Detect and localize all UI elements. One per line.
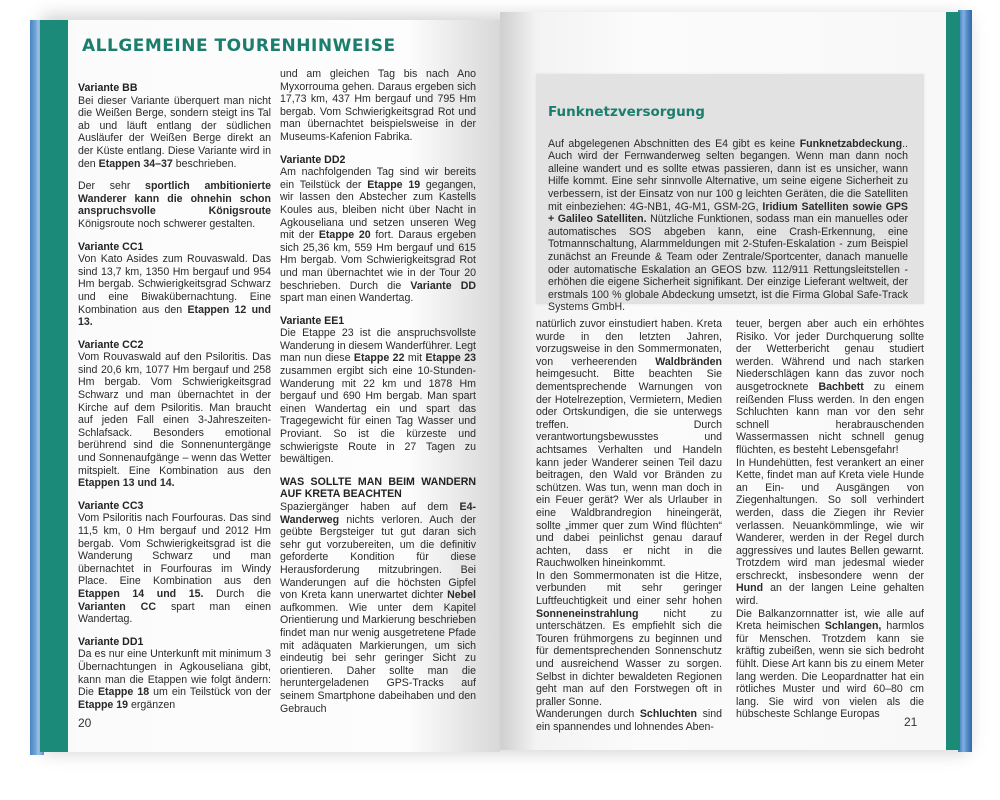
text-run: Die Etappe 23 ist die anspruchsvollste Wanderung in diesem Wanderführer. Legt man nun diese (280, 327, 476, 365)
text-run: .. Auch wird der Fernwanderweg selten begangen. Wenn man dann noch alleine wandert und es sollte etwas passieren, dann ist es unsicher, wann Hilfe kommt. Eine sehr sinnvolle Alternative, um seine eigene Sicherheit zu verbessern, ist der Einsatz von nur 100 g leichten Geräten, die die Satelliten mit einbeziehen: 4G-NB1, 4G-M1, GSM-2G, (548, 137, 908, 213)
text-run: teuer, bergen aber auch ein erhöhtes Risiko. Vor jeder Durchquerung sollte der Wetterbericht genau studiert werden. Während und nach starken Niederschlägen kann das zuvor noch ausgetrocknete (736, 318, 924, 393)
paragraph (280, 68, 476, 144)
text-run: In den Sommermonaten ist die Hitze, verbunden mit sehr geringer Luftfeuchtigkeit und einer sehr hohen (536, 569, 722, 608)
paragraph-gap (280, 466, 476, 476)
paragraph-gap (78, 170, 271, 180)
text-run: zusammen ergibt sich eine 10-Stunden-Wanderung mit 22 km und 1878 Hm bergauf und 690 Hm bergab. Man spart einen Wandertag ein und spart das Tragegewicht für einen Tag Wasser und Proviant. So ist die kürzeste und schwierigste Route in 27 Tagen zu bewältigen. (280, 365, 476, 466)
left-accent-bar (40, 20, 68, 752)
emphasis-text: Waldbränden (655, 355, 722, 368)
text-run: spart man einen Wandertag. (78, 600, 271, 626)
page-number-right: 21 (904, 715, 918, 729)
emphasis-text: Schlangen, (824, 620, 882, 633)
text-run: heimgesucht. Bitte beachten Sie dementsprechende Warnungen von der Hotelrezeption, Vermietern, Medien oder Ortskundigen, die sie unterwegs treffen. Durch verantwortungsbewusstes und achtsames Verhalten und Handeln kann jeder Wanderer seinen Teil dazu beitragen, den Wald vor Bränden zu schützen. Was tun, wenn man doch in ein Feuer gerät? Wer als Urlauber in eine Waldbrandregion hineingerät, sollte „immer quer zum Wind flüchten“ und dabei peinlichst genau darauf achten, dass er nicht in die Rauchwolken hineinkommt. (536, 368, 722, 570)
section-heading: Variante CC2 (78, 338, 144, 351)
emphasis-text: Etappen 13 und 14. (78, 477, 175, 490)
text-run: In Hundehütten, fest verankert an einer Kette, findet man auf Kreta viele Hunde an Ein- und Ausgängen von Ziegenhaltungen. So soll verhindert werden, dass die Ziegen ihr Revier verlassen. Neuankömmlinge, wie wir Wanderer, werden in der Regel durch aggressives und lautes Bellen gewarnt. Trotzdem wird man jedesmal wieder erschreckt, insbesondere wenn der (736, 456, 924, 582)
info-box-funknetz (536, 74, 924, 314)
paragraph (736, 457, 924, 608)
text-run: Vom Rouvaswald auf den Psiloritis. Das sind 20,6 km, 1077 Hm bergauf und 258 Hm bergab. Vom Schwierigkeitsgrad Schwarz und man übernachtet in der Kirche auf dem Psiloritis. Man braucht auf jeden Fall einen 3-Jahreszeiten-Schlafsack. Besonders emotional berührend sind die Sonnenuntergänge und Sonnenaufgänge – wenn das Wetter mitspielt. Eine Kombination aus den (78, 351, 271, 477)
emphasis-text: Etappen 34–37 (98, 157, 173, 170)
text-run: Von Kato Asides zum Rouvaswald. Das sind 13,7 km, 1350 Hm bergauf und 954 Hm bergab. Schwierigkeitsgrad Schwarz und eine Biwakübernachtung. Eine Kombination aus den (78, 253, 271, 316)
paragraph-gap (78, 626, 271, 636)
paragraph (78, 180, 271, 230)
emphasis-text: Etappe 22 (353, 352, 405, 365)
paragraph (536, 318, 722, 570)
right-page (500, 12, 960, 750)
text-run: Nützliche Funktionen, sodass man ein manuelles oder automatisches SOS abgeben kann, eine Crash-Erkennung, eine Totmannschaltung, Alarmmeldungen mit 2-Stufen-Eskalation - zum Beispiel zunächst an Freunde & Team oder Zentrale/Sportcenter, danach manuelle oder automatische Eskalation an GEOS bzw. 112/911 Rettungsleitstellen - erhöhen die eigene Sicherheit signifikant. Der einzige Lieferant weltweit, der erstmals 100 % globale Abdeckung umsetzt, ist die Firma Global Safe-Track Systems GmbH. (548, 213, 908, 314)
text-run: beschrieben. (172, 157, 237, 170)
emphasis-text: E4-Wanderweg (280, 501, 476, 526)
emphasis-text: Funknetzabdeckung (799, 137, 903, 150)
text-run: mit (404, 352, 426, 365)
paragraph (78, 253, 271, 329)
section-heading: Variante BB (78, 82, 138, 94)
text-run: gegangen, wir lassen den Abstecher zum Kastells Koules aus, bleiben nicht über Nacht in Agkouseliana und setzen unseren Weg mit der (280, 178, 476, 242)
text-run: Bei dieser Variante überquert man nicht die Weißen Berge, sondern steigt ins Tal ab und läuft entlang der südlichen Ausläufer der Weißen Berge direkt an der Küste entlang. Diese Variante wird in den (78, 94, 271, 170)
book-edge-right (958, 10, 972, 752)
right-column-2 (736, 318, 924, 721)
emphasis-text: Varianten CC (78, 600, 156, 613)
emphasis-text: Etappe 19 (367, 178, 421, 191)
text-run: nicht zu unterschätzen. Es empfiehlt sich die Touren frühmorgens zu beginnen und für dementsprechenden Sonnenschutz und ausreichend Wasser zu sorgen. Selbst in dichter bewaldeten Regionen geht man auf den Forstwegen oft in praller Sonne. (536, 607, 722, 708)
emphasis-text: Etappe 18 (97, 686, 150, 699)
text-run: Wanderungen durch (536, 708, 640, 721)
emphasis-text: Etappe 20 (318, 229, 371, 242)
left-column-2 (280, 68, 476, 715)
paragraph-gap (78, 490, 271, 500)
text-run: Am nachfolgenden Tag sind wir bereits ein Teilstück der (280, 166, 476, 191)
text-run: und am gleichen Tag bis nach Ano Myxorrouma gehen. Daraus ergeben sich 17,73 km, 437 Hm bergauf und 795 Hm bergab. Vom Schwierigkeitsgrad Rot und man übernachtet beispielsweise in der Museums-Kafenion Fabrika. (280, 68, 476, 143)
text-run: um ein Teilstück von der (149, 686, 272, 699)
chapter-title: ALLGEMEINE TOURENHINWEISE (82, 36, 396, 56)
paragraph-gap (280, 144, 476, 154)
section-heading: Variante DD1 (78, 635, 144, 648)
emphasis-text: Sonneneinstrahlung (536, 607, 639, 620)
paragraph-gap (280, 305, 476, 315)
emphasis-text: Bachbett (818, 380, 864, 393)
paragraph (736, 318, 924, 457)
section-heading: Variante EE1 (280, 314, 345, 327)
left-column-1 (78, 82, 271, 711)
text-run: Vom Psiloritis nach Fourfouras. Das sind 11,5 km, 0 Hm bergauf und 2012 Hm bergab. Vom Schwierigkeitsgrad ist die Wanderung Schwarz und man übernachtet in Fourfouras im Windy Place. Eine Kombination aus den (78, 512, 271, 588)
info-box-title: Funknetzversorgung (548, 104, 705, 120)
info-box-text (548, 127, 908, 325)
text-run: Da es nur eine Unterkunft mit minimum 3 Übernachtungen in Agkouseliana gibt, kann man die Etappen wie folgt ändern: Die (78, 648, 271, 699)
emphasis-text: Iridium Satelliten sowie GPS + Galileo Satelliten. (548, 200, 908, 226)
text-run: sind ein spannendes und lohnendes Aben- (536, 708, 722, 733)
page-number-left: 20 (78, 716, 92, 730)
section-heading: Variante CC1 (78, 240, 144, 253)
text-run: zu einem reißenden Fluss werden. In den engen Schluchten kann man vor den sehr schnell herabrauschenden Wassermassen nicht schnell genug flüchten, es besteht Lebensgefahr! (736, 380, 924, 456)
emphasis-text: Etappen 14 und 15. (78, 587, 204, 600)
emphasis-text: Variante DD (410, 279, 477, 292)
paragraph (78, 351, 271, 490)
text-run: Spaziergänger haben auf dem (280, 501, 460, 513)
right-accent-bar (946, 12, 960, 750)
emphasis-text: Etappen 12 und 13. (78, 303, 271, 329)
text-run: harmlos für Menschen. Trotzdem kann sie kräftig zubeißen, wenn sie sich bedroht fühlt. Diese Art kann bis zu einem Meter lang werden. Die Leopardnatter hat ein rötliches Muster und wird 60–80 cm lang. Sie wird von vielen als die hübscheste Schlange Europas (736, 620, 925, 721)
text-run: Königsroute noch schwerer gestalten. (78, 217, 256, 230)
paragraph (280, 327, 476, 466)
text-run: spart man einen Wandertag. (280, 292, 414, 305)
text-run: an der langen Leine gehalten wird. (736, 582, 924, 608)
paragraph (78, 512, 271, 625)
text-run: Der sehr (78, 180, 146, 193)
left-page (40, 20, 500, 752)
paragraph-gap (78, 231, 271, 241)
text-run: natürlich zuvor einstudiert haben. Kreta wurde in den letzten Jahren, vorzugsweise in den Sommermonaten, von verheerenden (536, 318, 722, 368)
paragraph (280, 166, 476, 305)
emphasis-text: sportlich ambitionierte Wanderer kann die ohnehin schon anspruchsvolle Königsroute (78, 180, 271, 218)
paragraph (536, 570, 722, 709)
section-heading: WAS SOLLTE MAN BEIM WANDERN AUF KRETA BEACHTEN (280, 475, 476, 501)
section-heading: Variante DD2 (280, 153, 346, 166)
paragraph (548, 138, 908, 314)
text-run: Durch die (203, 587, 271, 600)
paragraph (536, 708, 722, 733)
section-heading: Variante CC3 (78, 499, 144, 512)
text-run: aufkommen. Wie unter dem Kapitel Orientierung und Markierung beschrieben findet man nur wenig ausgetretene Pfade mit adäquaten Markierungen, um sich eindeutig bei sehr geringer Sicht zu orientieren. Daher sollte man die heruntergeladenen GPS-Tracks auf seinem Smartphone dabeihaben und den Gebrauch (280, 601, 476, 715)
text-run: ergänzen (128, 698, 176, 711)
paragraph-gap (78, 329, 271, 339)
text-run: nichts verloren. Auch der geübte Bergsteiger tut gut daran sich sehr gut vorzubereiten, um die definitiv geforderte Kondition für diese Herausforderung mitzubringen. Bei Wanderungen auf die höchsten Gipfel von Kreta kann unerwartet dichter (280, 513, 476, 602)
emphasis-text: Hund (736, 582, 764, 595)
emphasis-text: Etappe 23 (425, 352, 477, 365)
right-column-1 (536, 318, 722, 734)
emphasis-text: Nebel (447, 589, 476, 602)
text-run: Die Balkanzornnatter ist, wie alle auf Kreta heimischen (736, 607, 924, 633)
emphasis-text: Etappe 19 (78, 698, 129, 711)
emphasis-text: Schluchten (639, 708, 697, 721)
paragraph (736, 608, 924, 721)
paragraph (78, 648, 271, 711)
text-run: Auf abgelegenen Abschnitten des E4 gibt es keine (548, 137, 800, 150)
paragraph (280, 501, 476, 715)
paragraph (78, 95, 271, 171)
text-run: fort. Daraus ergeben sich 25,36 km, 559 Hm bergauf und 615 Hm bergab. Vom Schwierigkeitsgrad Rot und man übernachtet wie in der Tour 20 beschrieben. Durch die (280, 229, 477, 292)
